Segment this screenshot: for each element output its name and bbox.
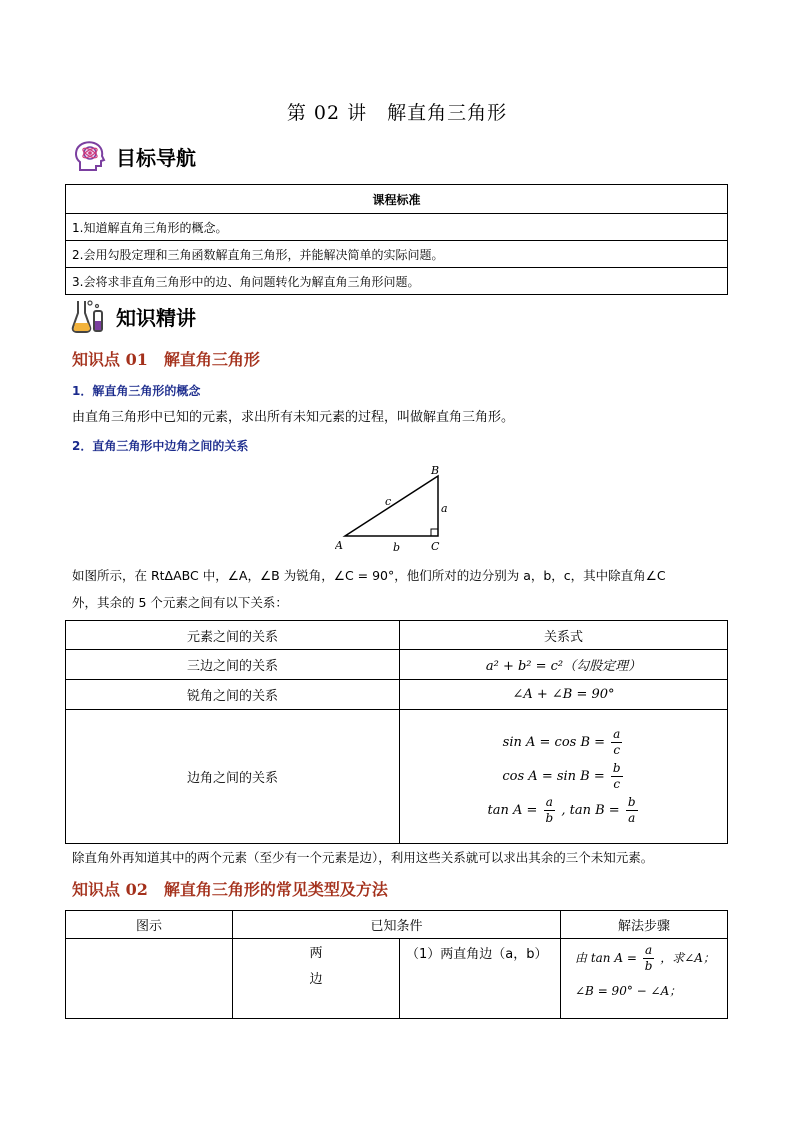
relation-row-label: 三边之间的关系 [66, 650, 400, 680]
relation-row-label: 锐角之间的关系 [66, 680, 400, 710]
given-char: 边 [309, 972, 323, 987]
type-condition-cell: （1）两直角边（a，b） [400, 939, 561, 1019]
page-title: 第 02 讲 解直角三角形 [286, 102, 508, 124]
denominator: c [613, 777, 621, 791]
side-b-label: b [393, 541, 401, 554]
concept-definition: 由直角三角形中已知的元素，求出所有未知元素的过程，叫做解直角三角形。 [72, 410, 515, 425]
side-angle-formulas [400, 710, 728, 844]
step-tan-post: ，求∠A； [660, 951, 715, 965]
relation-row-formula: a² + b² = c²（勾股定理） [400, 650, 728, 680]
relation-subheading: 2．直角三角形中边角之间的关系 [72, 439, 249, 453]
step-tan-pre: 由 tan A = [575, 951, 637, 965]
side-c-label: c [385, 495, 392, 508]
course-standard-header: 课程标准 [66, 185, 728, 214]
denominator: b [545, 811, 554, 825]
relation-table [65, 620, 728, 844]
type-given-two-sides [233, 939, 400, 1019]
type-header-steps: 解法步骤 [561, 911, 728, 939]
fraction-b-over-c [611, 761, 623, 792]
fraction-a-over-c [611, 727, 622, 758]
relation-row-label: 边角之间的关系 [66, 710, 400, 844]
triangle-description-line2: 外，其余的 5 个元素之间有以下关系： [72, 595, 288, 610]
triangle-description-line1: 如图所示，在 RtΔABC 中，∠A，∠B 为锐角，∠C = 90°，他们所对的边分别为 a，b，c，其中除直角∠C [72, 568, 666, 583]
numerator: a [613, 727, 621, 741]
goal-item: 1.知道解直角三角形的概念。 [66, 214, 728, 241]
note-paragraph: 除直角外再知道其中的两个元素（至少有一个元素是边），利用这些关系就可以求出其余的三个未知元素。 [72, 850, 654, 865]
tan-formula [401, 795, 726, 826]
type-header-figure: 图示 [66, 911, 233, 939]
relation-row-formula: ∠A + ∠B = 90° [400, 680, 728, 710]
tan-formula-mid: , tan B = [561, 803, 620, 818]
vertex-b-label: B [431, 464, 440, 477]
type-figure-cell [66, 939, 233, 1019]
sin-formula [401, 727, 726, 758]
goal-item: 3.会将求非直角三角形中的边、角问题转化为解直角三角形问题。 [66, 268, 728, 295]
step-angle-b: ∠B = 90° − ∠A； [575, 984, 682, 998]
brain-icon [72, 138, 108, 174]
numerator: a [544, 795, 556, 811]
goal-section-header [72, 138, 196, 174]
given-char: 两 [309, 946, 323, 961]
numerator: a [643, 943, 655, 959]
sin-formula-left: sin A = cos B = [502, 735, 606, 750]
right-triangle-figure [335, 460, 460, 555]
denominator: b [644, 959, 653, 973]
fraction-b-over-a [626, 795, 638, 826]
numerator: b [612, 761, 621, 775]
fraction-a-over-b [643, 943, 655, 974]
knowledge-section-header [70, 297, 196, 335]
vertex-a-label: A [335, 539, 343, 552]
goal-section-title: 目标导航 [116, 145, 196, 170]
knowledge-section-title: 知识精讲 [116, 305, 196, 330]
vertex-c-label: C [431, 540, 440, 553]
cos-formula [401, 761, 726, 792]
denominator: a [628, 811, 636, 825]
solution-types-table [65, 910, 728, 1019]
knowledge-point-2-title: 知识点 02 解直角三角形的常见类型及方法 [72, 880, 388, 899]
numerator: b [627, 795, 636, 809]
side-a-label: a [441, 502, 448, 515]
lab-flask-icon [70, 297, 108, 335]
concept-subheading: 1．解直角三角形的概念 [72, 384, 201, 398]
knowledge-point-1-title: 知识点 01 解直角三角形 [72, 350, 260, 369]
course-standard-table [65, 184, 728, 295]
denominator: c [613, 743, 621, 757]
tan-formula-left: tan A = [487, 803, 538, 818]
cos-formula-left: cos A = sin B = [502, 769, 605, 784]
goal-item: 2.会用勾股定理和三角函数解直角三角形，并能解决简单的实际问题。 [66, 241, 728, 268]
relation-header-formula: 关系式 [400, 621, 728, 650]
relation-header-elements: 元素之间的关系 [66, 621, 400, 650]
type-steps-cell [561, 939, 728, 1019]
fraction-a-over-b [544, 795, 556, 826]
step-tan [575, 943, 723, 974]
type-header-condition: 已知条件 [233, 911, 561, 939]
